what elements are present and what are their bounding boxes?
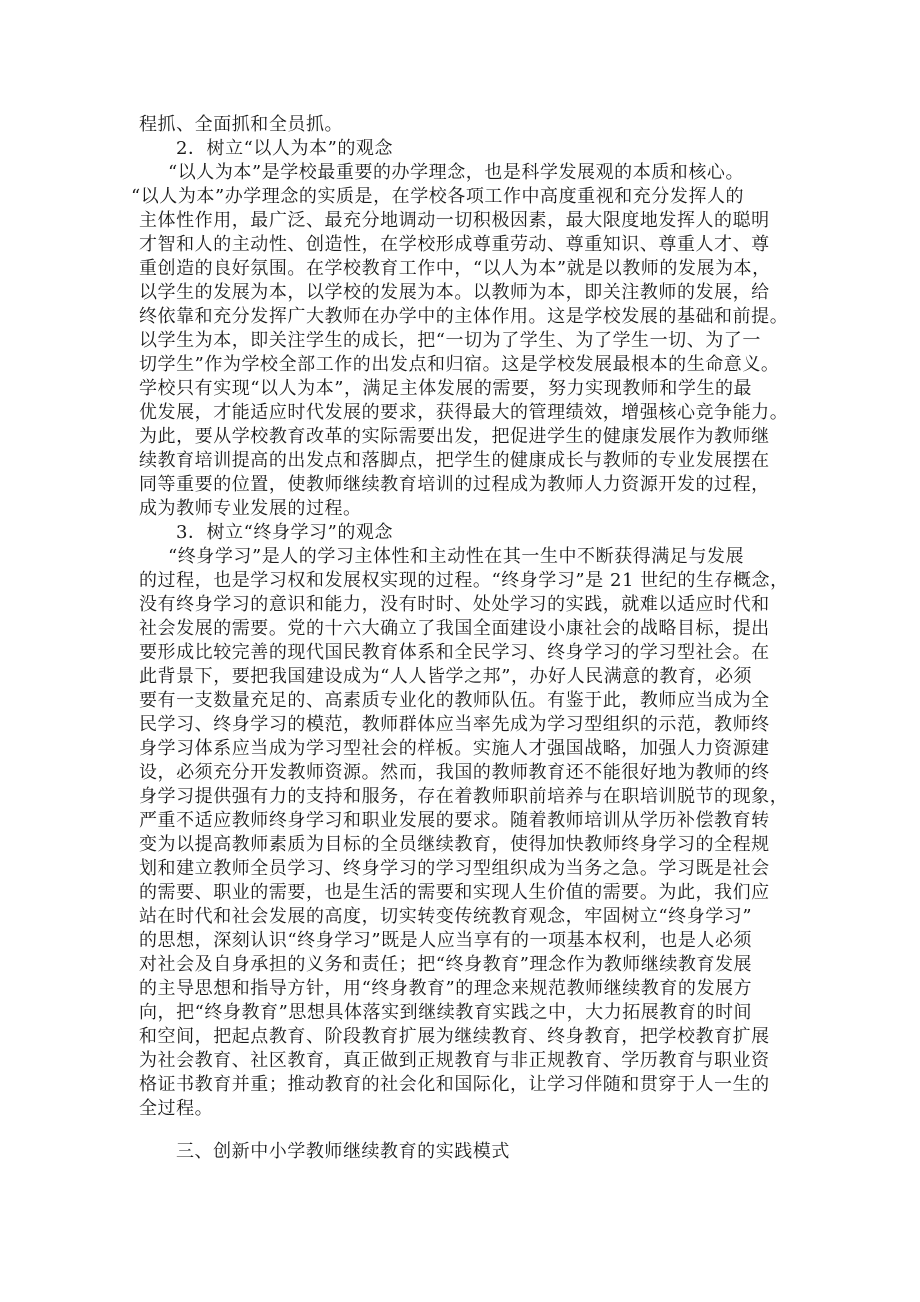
- text-line: “以人为本”是学校最重要的办学理念，也是科学发展观的本质和核心。: [168, 162, 745, 183]
- text-line: 身学习体系应当成为学习型社会的样板。实施人才强国战略，加强人力资源建: [139, 738, 770, 759]
- text-line: 和空间，把起点教育、阶段教育扩展为继续教育、终身教育，把学校教育扩展: [139, 1026, 770, 1047]
- text-line: 学校只有实现“以人为本”，满足主体发展的需要，努力实现教师和学生的最: [139, 378, 753, 399]
- text-line: 的需要、职业的需要，也是生活的需要和实现人生价值的需要。为此，我们应: [139, 882, 770, 903]
- text-line: 格证书教育并重；推动教育的社会化和国际化，让学习伴随和贯穿于人一生的: [139, 1074, 770, 1095]
- text-line: 此背景下，要把我国建设成为“人人皆学之邦”，办好人民满意的教育，必须: [139, 666, 753, 687]
- text-line: 成为教师专业发展的过程。: [139, 498, 362, 519]
- text-line: 要有一支数量充足的、高素质专业化的教师队伍。有鉴于此，教师应当成为全: [139, 690, 770, 711]
- text-line: 严重不适应教师终身学习和职业发展的要求。随着教师培训从学历补偿教育转: [139, 810, 770, 831]
- text-line: 切学生”作为学校全部工作的出发点和归宿。这是学校发展最根本的生命意义。: [139, 354, 780, 375]
- text-line: 民学习、终身学习的模范，教师群体应当率先成为学习型组织的示范，教师终: [139, 714, 770, 735]
- text-line: “终身学习”是人的学习主体性和主动性在其一生中不断获得满足与发展: [168, 546, 745, 567]
- text-line: 划和建立教师全员学习、终身学习的学习型组织成为当务之急。学习既是社会: [139, 858, 770, 879]
- text-line: 主体性作用，最广泛、最充分地调动一切积极因素，最大限度地发挥人的聪明: [139, 210, 770, 231]
- text-line: 的主导思想和指导方针，用“终身教育”的理念来规范教师继续教育的发展方: [139, 978, 753, 999]
- text-line: 为社会教育、社区教育，真正做到正规教育与非正规教育、学历教育与职业资: [139, 1050, 770, 1071]
- text-line: 要形成比较完善的现代国民教育体系和全民学习、终身学习的学习型社会。在: [139, 642, 770, 663]
- text-line: 身学习提供强有力的支持和服务，存在着教师职前培养与在职培训脱节的现象，: [139, 786, 789, 807]
- text-line: 重创造的良好氛围。在学校教育工作中，“以人为本”就是以教师的发展为本，: [139, 258, 771, 279]
- text-line: 的过程，也是学习权和发展权实现的过程。“终身学习”是 21 世纪的生存概念，: [139, 570, 789, 591]
- text-line: 变为以提高教师素质为目标的全员继续教育，使得加快教师终身学习的全程规: [139, 834, 770, 855]
- text-line: 程抓、全面抓和全员抓。: [139, 114, 344, 135]
- text-line: 全过程。: [139, 1098, 214, 1119]
- text-line: 没有终身学习的意识和能力，没有时时、处处学习的实践，就难以适应时代和: [139, 594, 770, 615]
- text-line: 同等重要的位置，使教师继续教育培训的过程成为教师人力资源开发的过程，: [139, 474, 770, 495]
- text-line: 社会发展的需要。党的十六大确立了我国全面建设小康社会的战略目标，提出: [139, 618, 770, 639]
- text-line: 才智和人的主动性、创造性，在学校形成尊重劳动、尊重知识、尊重人才、尊: [139, 234, 770, 255]
- text-line: 的思想，深刻认识“终身学习”既是人应当享有的一项基本权利，也是人必须: [139, 930, 753, 951]
- text-line: 对社会及自身承担的义务和责任；把“终身教育”理念作为教师继续教育发展: [139, 954, 753, 975]
- chapter-heading-practice-models: 三、创新中小学教师继续教育的实践模式: [176, 1141, 510, 1162]
- text-line: 为此，要从学校教育改革的实际需要出发，把促进学生的健康发展作为教师继: [139, 426, 770, 447]
- text-line: “以人为本”办学理念的实质是，在学校各项工作中高度重视和充分发挥人的: [131, 186, 745, 207]
- text-line: 以学生的发展为本，以学校的发展为本。以教师为本，即关注教师的发展，给: [139, 282, 770, 303]
- text-line: 终依靠和充分发挥广大教师在办学中的主体作用。这是学校发展的基础和前提。: [139, 306, 789, 327]
- text-line: 设，必须充分开发教师资源。然而，我国的教师教育还不能很好地为教师的终: [139, 762, 770, 783]
- section-heading-lifelong-learning: 3．树立“终身学习”的观念: [176, 522, 394, 543]
- text-line: 优发展，才能适应时代发展的要求，获得最大的管理绩效，增强核心竞争能力。: [139, 402, 789, 423]
- text-line: 以学生为本，即关注学生的成长，把“一切为了学生、为了学生一切、为了一: [139, 330, 761, 351]
- text-line: 向，把“终身教育”思想具体落实到继续教育实践之中，大力拓展教育的时间: [139, 1002, 753, 1023]
- section-heading-people-oriented: 2．树立“以人为本”的观念: [176, 138, 394, 159]
- text-line: 站在时代和社会发展的高度，切实转变传统教育观念，牢固树立“终身学习”: [139, 906, 753, 927]
- text-line: 续教育培训提高的出发点和落脚点，把学生的健康成长与教师的专业发展摆在: [139, 450, 770, 471]
